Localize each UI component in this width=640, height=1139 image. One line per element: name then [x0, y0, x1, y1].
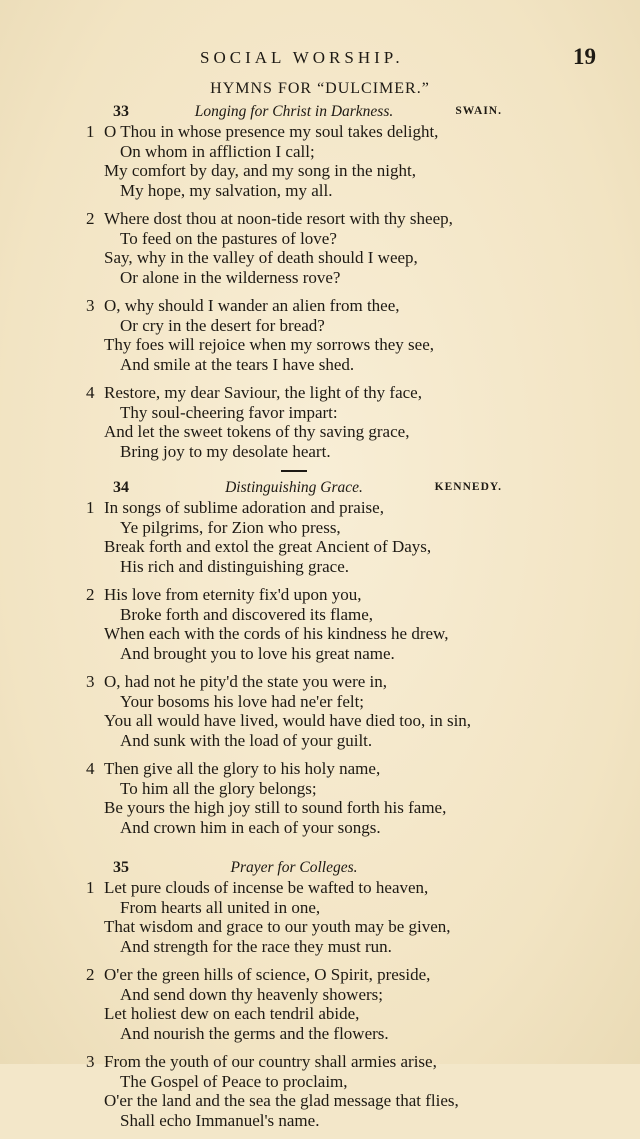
running-title: SOCIAL WORSHIP. [200, 48, 404, 67]
stanza [86, 585, 502, 663]
verse-line: Bring joy to my desolate heart. [120, 441, 331, 461]
verse-line: Let pure clouds of incense be wafted to heaven, [104, 878, 429, 897]
verse-line: And smile at the tears I have shed. [120, 354, 355, 374]
verse-line: And nourish the germs and the flowers. [120, 1023, 389, 1043]
verse-line: When each with the cords of his kindness he drew, [104, 624, 449, 643]
page-number: 19 [573, 44, 596, 69]
verse-number: 3 [86, 672, 95, 691]
stanza [86, 122, 502, 200]
stanza [86, 209, 502, 287]
verse-line: Let holiest dew on each tendril abide, [104, 1004, 360, 1023]
verse-number: 4 [86, 383, 95, 402]
hymn-theme: Prayer for Colleges. [230, 859, 358, 876]
verse-line: Thy soul-cheering favor impart: [120, 402, 338, 422]
section-title: HYMNS FOR “DULCIMER.” [210, 80, 430, 97]
stanza [86, 878, 502, 956]
hymn-theme: Distinguishing Grace. [225, 479, 363, 496]
verse-number: 2 [86, 209, 95, 228]
verse-line: O'er the green hills of science, O Spirit, preside, [104, 965, 431, 984]
verse-line: Ye pilgrims, for Zion who press, [120, 517, 341, 537]
stanza [86, 296, 502, 374]
verse-number: 3 [86, 296, 95, 315]
verse-line: Say, why in the valley of death should I weep, [104, 248, 418, 267]
verse-line: Or alone in the wilderness rove? [120, 267, 341, 287]
hymn-divider [281, 470, 307, 472]
verse-line: In songs of sublime adoration and praise, [104, 498, 384, 517]
hymn-number: 34 [113, 479, 129, 496]
verse-line: My comfort by day, and my song in the night, [104, 161, 416, 180]
verse-line: Shall echo Immanuel's name. [120, 1110, 320, 1130]
hymn [86, 856, 502, 1130]
verse-number: 1 [86, 878, 95, 897]
verse-number: 3 [86, 1052, 95, 1071]
verse-line: On whom in affliction I call; [120, 141, 315, 161]
verse-line: His rich and distinguishing grace. [120, 556, 349, 576]
verse-line: And crown him in each of your songs. [120, 817, 381, 837]
verse-line: And let the sweet tokens of thy saving grace, [104, 422, 410, 441]
stanza [86, 498, 502, 576]
stanza [86, 672, 502, 750]
verse-line: O Thou in whose presence my soul takes delight, [104, 122, 439, 141]
hymn [86, 100, 502, 461]
verse-line: Broke forth and discovered its flame, [120, 604, 374, 624]
verse-number: 4 [86, 759, 95, 778]
verse-line: The Gospel of Peace to proclaim, [120, 1071, 348, 1091]
verse-line: Be yours the high joy still to sound forth his fame, [104, 798, 447, 817]
stanza [86, 383, 502, 461]
verse-line: My hope, my salvation, my all. [120, 180, 333, 200]
verse-number: 1 [86, 498, 95, 517]
verse-line: Your bosoms his love had ne'er felt; [120, 691, 365, 711]
verse-line: Restore, my dear Saviour, the light of thy face, [104, 383, 422, 402]
verse-number: 2 [86, 585, 95, 604]
hymn-number: 33 [113, 103, 129, 120]
verse-line: To him all the glory belongs; [120, 778, 317, 798]
stanza [86, 759, 502, 837]
verse-line: From hearts all united in one, [120, 897, 321, 917]
verse-line: And brought you to love his great name. [120, 643, 395, 663]
hymn-number: 35 [113, 859, 129, 876]
verse-line: His love from eternity fix'd upon you, [104, 585, 362, 604]
verse-number: 2 [86, 965, 95, 984]
verse-line: And strength for the race they must run. [120, 936, 392, 956]
verse-line: That wisdom and grace to our youth may be given, [104, 917, 451, 936]
verse-line: From the youth of our country shall armies arise, [104, 1052, 437, 1071]
hymn-theme: Longing for Christ in Darkness. [194, 103, 394, 120]
hymn-list [86, 100, 502, 1139]
hymn-heading [86, 856, 502, 878]
page-header [0, 44, 640, 74]
verse-line: And sunk with the load of your guilt. [120, 730, 373, 750]
hymn [86, 476, 502, 837]
verse-line: O, had not he pity'd the state you were in, [104, 672, 388, 691]
stanza [86, 965, 502, 1043]
hymn-heading [86, 100, 502, 122]
verse-number: 1 [86, 122, 95, 141]
hymn-tune: SWAIN. [455, 105, 502, 117]
verse-line: You all would have lived, would have died too, in sin, [104, 711, 472, 730]
verse-line: O'er the land and the sea the glad message that flies, [104, 1091, 459, 1110]
hymn-tune: KENNEDY. [434, 481, 502, 493]
hymn-heading [86, 476, 502, 498]
verse-line: Break forth and extol the great Ancient of Days, [104, 537, 432, 556]
verse-line: Then give all the glory to his holy name, [104, 759, 381, 778]
verse-line: Or cry in the desert for bread? [120, 315, 325, 335]
verse-line: Where dost thou at noon-tide resort with thy sheep, [104, 209, 453, 228]
verse-line: Thy foes will rejoice when my sorrows they see, [104, 335, 434, 354]
verse-line: O, why should I wander an alien from thee, [104, 296, 400, 315]
verse-line: To feed on the pastures of love? [120, 228, 337, 248]
verse-line: And send down thy heavenly showers; [120, 984, 383, 1004]
